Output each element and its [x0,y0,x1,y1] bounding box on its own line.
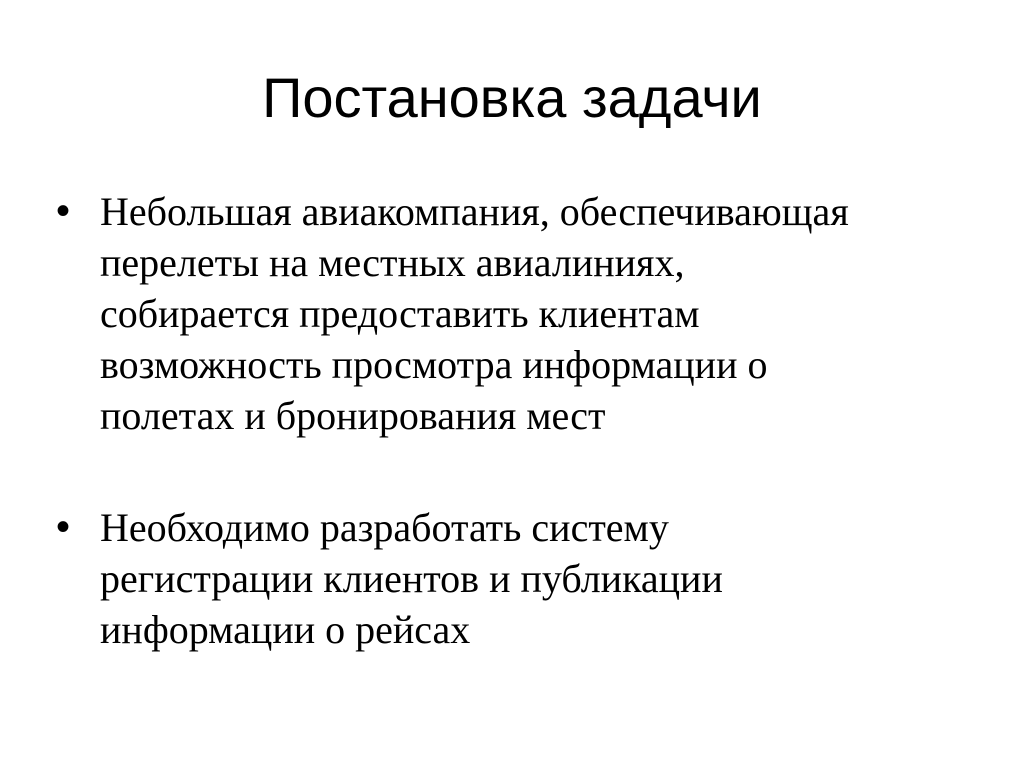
bullet-1-line-5: полетах и бронирования мест [100,393,606,438]
bullet-2-line-2: регистрации клиентов и публикации [100,556,723,601]
bullet-icon: • [56,505,71,549]
bullet-list [56,186,976,655]
bullet-1-line-2: перелеты на местных авиалиниях, [100,240,685,285]
bullet-1-line-4: возможность просмотра информации о [100,342,768,387]
slide-title: Постановка задачи [262,66,762,129]
bullet-icon: • [56,189,71,233]
bullet-1-line-3: собирается предоставить клиентам [100,291,700,336]
bullet-2-line-3: информации о рейсах [100,607,471,652]
bullet-item-2 [56,502,976,655]
bullet-item-1 [56,186,976,441]
bullet-1-line-1: Небольшая авиакомпания, обеспечивающая [100,189,849,234]
bullet-2-line-1: Необходимо разработать систему [100,505,669,550]
